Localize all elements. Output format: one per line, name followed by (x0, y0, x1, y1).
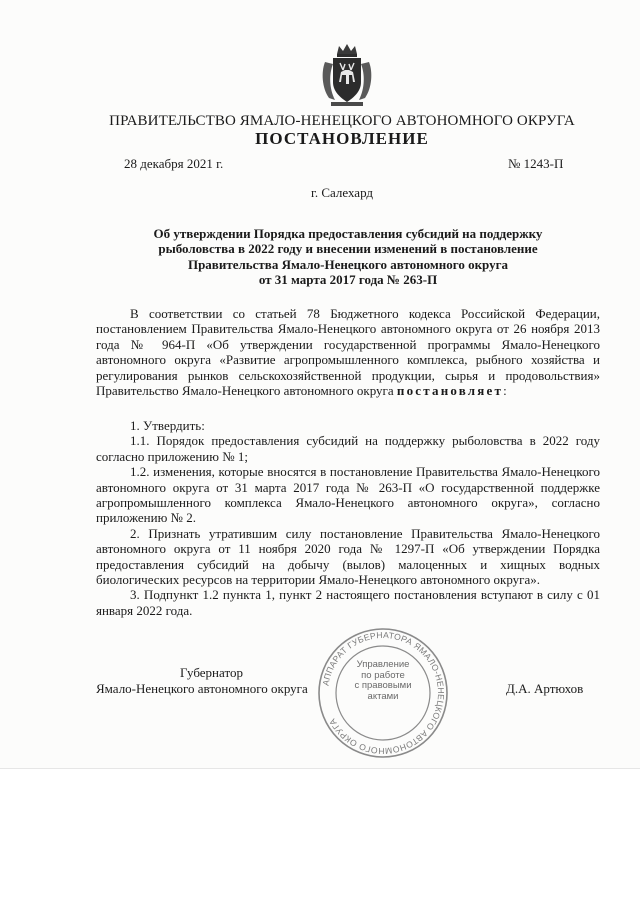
preamble-paragraph (96, 306, 600, 398)
title-line: от 31 марта 2017 года № 263-П (258, 272, 438, 288)
signature-position: Губернатор (180, 665, 243, 680)
yamal-nenets-coat-of-arms-icon (319, 42, 375, 108)
signature-region: Ямало-Ненецкого автономного округа (96, 681, 308, 696)
point-1-2: 1.2. изменения, которые вносятся в постановление Правительства Ямало-Ненецкого автономного округа от 31 марта 2017 года № 263-П «О государственной поддержке агропромышленного комплекса Ямало-Ненецкого автономного округа», согласно приложению № 2. (96, 464, 600, 526)
document-date: 28 декабря 2021 г. (124, 156, 224, 171)
stamp-line: с правовыми (354, 680, 412, 691)
government-name: ПРАВИТЕЛЬСТВО ЯМАЛО-НЕНЕЦКОГО АВТОНОМНОГО ОКРУГА (109, 113, 575, 129)
document-title (96, 226, 600, 288)
point-1: 1. Утвердить: (130, 418, 205, 433)
stamp-line: Управление (356, 659, 410, 670)
decree-colon: : (503, 383, 507, 399)
title-line: рыболовства в 2022 году и внесении изменений в постановление (158, 241, 538, 257)
document-type: ПОСТАНОВЛЕНИЕ (255, 129, 429, 148)
page-bottom-margin (0, 768, 640, 906)
stamp-center-text (336, 660, 430, 702)
preamble-text: В соответствии со статьей 78 Бюджетного кодекса Российской Федерации, постановлением Правительства Ямало-Ненецкого автономного округа от 26 ноября 2013 года № 964-П «Об утверждении государственной программы Ямало-Ненецкого автономного округа «Развитие агропромышленного комплекса, рыбного хозяйства и регулирования рынков сельскохозяйственной продукции, сырья и продовольствия» Правительство Ямало-Ненецкого автономного округа (96, 306, 600, 399)
document-number: № 1243-П (508, 156, 564, 171)
resolution-points (96, 418, 600, 618)
point-3: 3. Подпункт 1.2 пункта 1, пункт 2 настоящего постановления вступают в силу с 01 января 2022 года. (96, 587, 600, 618)
stamp-line: по работе (361, 669, 405, 681)
stamp-line: актами (367, 690, 399, 702)
title-line: Об утверждении Порядка предоставления субсидий на поддержку (153, 226, 543, 241)
point-2: 2. Признать утратившим силу постановление Правительства Ямало-Ненецкого автономного округа от 11 ноября 2020 года № 1297-П «Об утверждении Порядка предоставления субсидий на добычу (вылов) малоценных и хищных водных биологических ресурсов на территории Ямало-Ненецкого автономного округа». (96, 525, 600, 588)
decree-word: постановляет (396, 383, 504, 399)
title-line: Правительства Ямало-Ненецкого автономного округа (187, 256, 509, 272)
stamp-ring-text: АППАРАТ ГУБЕРНАТОРА ЯМАЛО-НЕНЕЦКОГО АВТОНОМНОГО ОКРУГА (320, 629, 447, 757)
document-city: г. Салехард (310, 185, 374, 200)
point-1-1: 1.1. Порядок предоставления субсидий на поддержку рыболовства в 2022 году согласно приложению № 1; (96, 433, 600, 464)
signature-name: Д.А. Артюхов (506, 681, 584, 696)
